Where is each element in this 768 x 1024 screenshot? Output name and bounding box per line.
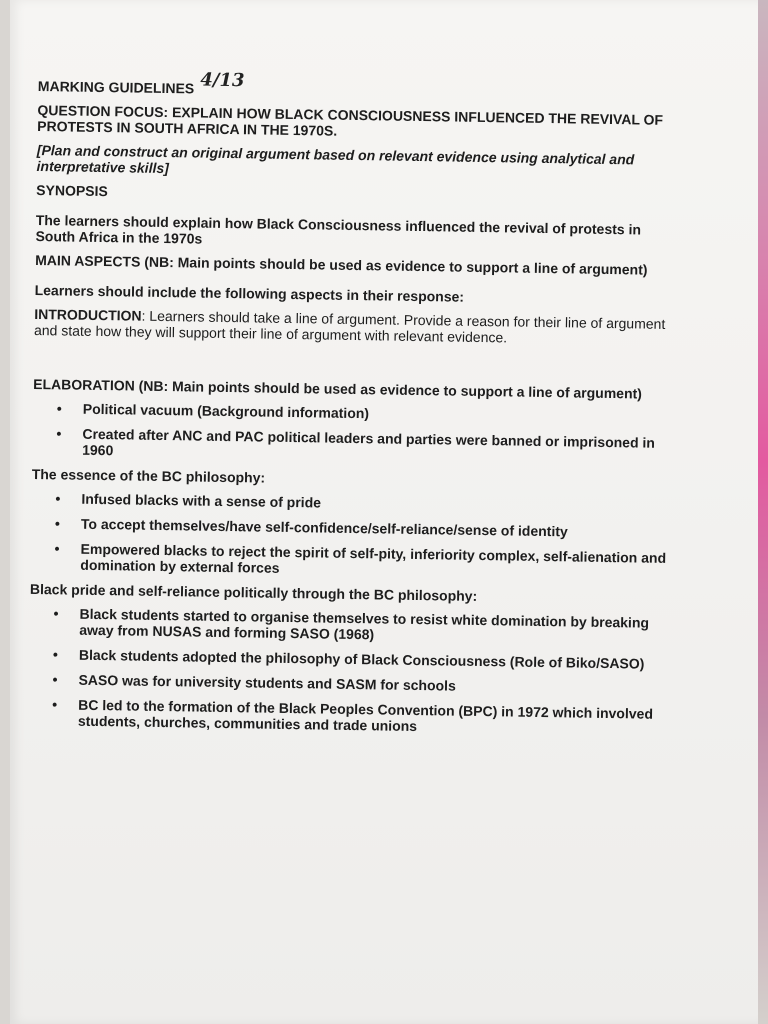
pride-list (28, 605, 670, 738)
pride-heading: Black pride and self-reliance politically through the BC philosophy: (29, 580, 478, 604)
handwritten-mark: 4/13 (200, 69, 245, 92)
essence-heading: The essence of the BC philosophy: (31, 465, 266, 486)
instruction-text: [Plan and construct an original argument based on relevant evidence using analytical and interpretative skills] (36, 141, 635, 177)
list-item: • Political vacuum (Background information) (33, 400, 673, 426)
document-page (10, 0, 760, 1024)
list-item: • To accept themselves/have self-confidence/self-reliance/sense of identity (31, 515, 671, 541)
list-item: • Created after ANC and PAC political leaders and parties were banned or imprisoned in 1960 (32, 425, 672, 467)
introduction-text: : Learners should take a line of argument. Provide a reason for their line of argument and state how they will support their line of argument with relevant evidence. (33, 307, 666, 346)
background-list (32, 400, 673, 467)
essence-list (30, 490, 671, 582)
introduction-label: INTRODUCTION (34, 305, 142, 324)
main-aspects-heading: MAIN ASPECTS (NB: Main points should be used as evidence to support a line of argument) (35, 251, 648, 278)
list-item: • Black students started to organise themselves to resist white domination by breaking away from NUSAS and forming SASO (1968) (29, 605, 669, 647)
list-item: • Empowered blacks to reject the spirit of self-pity, inferiority complex, self-alienation and domination by external forces (30, 540, 670, 582)
list-item: • Black students adopted the philosophy of Black Consciousness (Role of Biko/SASO) (29, 646, 669, 672)
list-item: • BC led to the formation of the Black Peoples Convention (BPC) in 1972 which involved students, churches, communities and trade unions (28, 696, 668, 738)
elaboration-heading: ELABORATION (NB: Main points should be used as evidence to support a line of argument) (33, 375, 643, 402)
document-content (28, 69, 678, 747)
list-item: • SASO was for university students and SASM for schools (28, 671, 668, 697)
synopsis-heading: SYNOPSIS (36, 181, 108, 200)
learners-include-text: Learners should include the following aspects in their response: (34, 281, 465, 305)
background-edge (758, 0, 768, 1024)
marking-guidelines-heading: MARKING GUIDELINES 4/13 (37, 69, 245, 97)
list-item: • Infused blacks with a sense of pride (31, 490, 671, 516)
question-focus: QUESTION FOCUS: EXPLAIN HOW BLACK CONSCIOUSNESS INFLUENCED THE REVIVAL OF PROTESTS IN SOUTH AFRICA IN THE 1970S. (37, 101, 664, 139)
synopsis-text: The learners should explain how Black Consciousness influenced the revival of protests in South Africa in the 1970s (35, 211, 642, 247)
introduction-paragraph (34, 306, 674, 348)
